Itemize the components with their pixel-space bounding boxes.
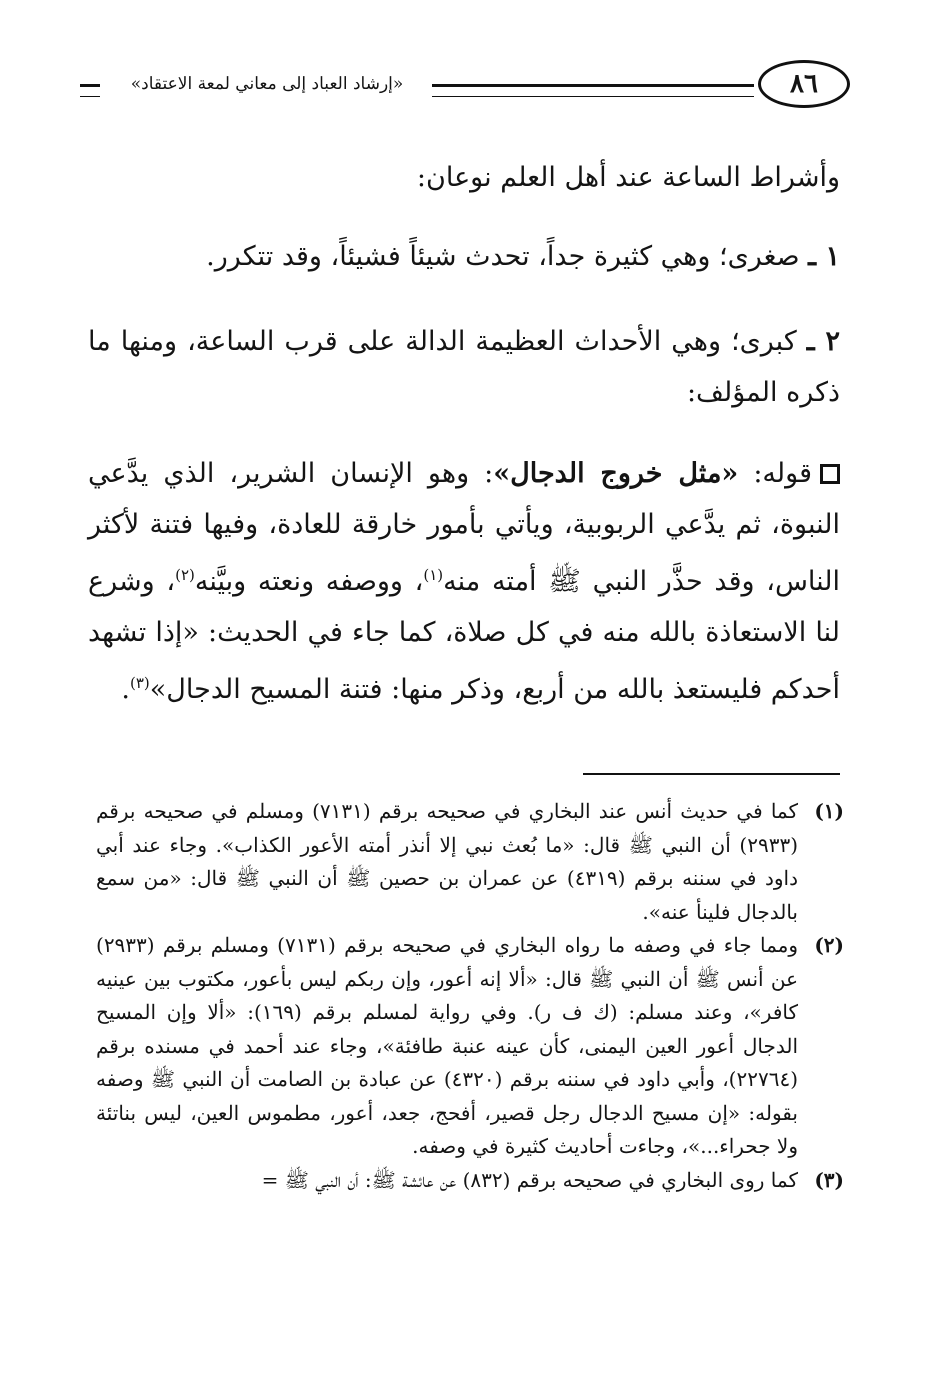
footnote-number: (٣): [814, 1167, 844, 1192]
page-number: ٨٦: [758, 60, 850, 108]
footnote-number: (٢): [814, 933, 844, 957]
footnote-text: كما في حديث أنس عند البخاري في صحيحه برقم (٧١٣١) ومسلم في صحيحه برقم (٢٩٣٣) أن النبي ﷺ قال: «ما بُعث نبي إلا أنذر أمته الأعور الكذاب». وجاء عند أبي داود في سننه برقم (٤٣١٩) عن عمران بن حصين ﷺ أن النبي ﷺ قال: «من سمع بالدجال فلينأ عنه».: [96, 799, 799, 924]
footnote: [96, 795, 844, 929]
footnote: [96, 1164, 844, 1198]
item-text: كبرى؛ وهي الأحداث العظيمة الدالة على قرب الساعة، ومنها ما ذكره المؤلف:: [88, 326, 840, 408]
footnotes: [96, 795, 844, 1197]
header-rule-right: [432, 84, 754, 97]
quote-prefix: قوله:: [738, 458, 812, 489]
intro-line: وأشراط الساعة عند أهل العلم نوعان:: [416, 162, 840, 193]
header-rule-left: [80, 84, 100, 97]
page-header: [80, 60, 850, 120]
list-item: [88, 316, 840, 418]
footnote-ref[interactable]: (١): [423, 566, 444, 584]
paragraph-text: .: [121, 674, 130, 705]
footnote-ref[interactable]: (٢): [175, 566, 195, 584]
list-item: [88, 231, 840, 282]
commentary-paragraph: [88, 448, 840, 715]
footnote-number: (١): [814, 799, 844, 823]
quoted-phrase: «مثل خروج الدجال»: [493, 458, 739, 489]
running-title: «إرشاد العباد إلى معاني لمعة الاعتقاد»: [130, 74, 404, 94]
footnote: [96, 929, 844, 1164]
item-text: صغرى؛ وهي كثيرة جداً، تحدث شيئاً فشيئاً، وقد تتكرر.: [206, 241, 800, 272]
paragraph-text: ، ووصفه ونعته وبيَّنه: [194, 566, 424, 597]
footnote-text: ومما جاء في وصفه ما رواه البخاري في صحيحه برقم (٧١٣١) ومسلم برقم (٢٩٣٣) عن أنس ﷺ أن النبي ﷺ قال: «ألا إنه أعور، وإن ربكم ليس بأعور، مكتوب بين عينيه كافر»، وعند مسلم: (ك ف ر). وفي رواية لمسلم برقم (١٦٩): «ألا وإن المسيح الدجال أعور العين اليمنى، كأن عينه عنبة طافئة»، وجاء عند أحمد في مسنده برقم (٢٢٧٦٤)، وأبي داود في سننه برقم (٤٣٢٠) عن عبادة بن الصامت أن النبي ﷺ وصفه بقوله: «إن مسيح الدجال رجل قصير، أفحج، جعد، أعور، مطموس العين، ليس بناتئة ولا جحراء...»، وجاءت أحاديث كثيرة في وصفه.: [96, 933, 799, 1158]
footnote-separator: [583, 773, 840, 775]
footnote-ref[interactable]: (٣): [130, 674, 150, 692]
square-bullet-icon: [820, 464, 840, 484]
item-number: ١ ـ: [808, 241, 840, 272]
footnote-text: كما روى البخاري في صحيحه برقم (٨٣٢) عن عائشة ﷺ: أن النبي ﷺ =: [261, 1167, 798, 1192]
paragraph-text: : وهو الإنسان الشرير، الذي يدَّعي النبوة، ثم يدَّعي الربوبية، ويأتي بأمور خارقة للعادة، وفيها فتنة لأكثر الناس، وقد حذَّر النبي ﷺ أمته منه: [88, 458, 841, 597]
item-number: ٢ ـ: [806, 326, 840, 357]
paragraph-text: ، وشرع لنا الاستعاذة بالله منه في كل صلاة، كما جاء في الحديث: «إذا تشهد أحدكم فليستعذ بالله من أربع، وذكر منها: فتنة المسيح الدجال»: [88, 566, 840, 705]
